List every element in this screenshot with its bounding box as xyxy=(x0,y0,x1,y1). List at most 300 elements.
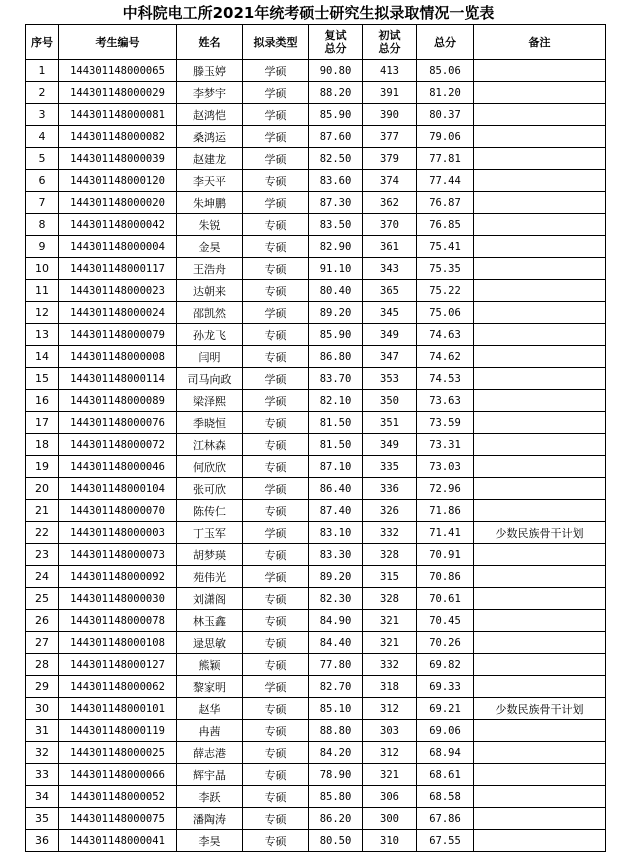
cell-initial-score: 315 xyxy=(363,566,417,588)
cell-type: 学硕 xyxy=(243,478,309,500)
cell-name: 赵华 xyxy=(177,698,243,720)
table-row xyxy=(26,808,606,830)
table-row xyxy=(26,830,606,852)
cell-initial-score: 361 xyxy=(363,236,417,258)
cell-total: 69.21 xyxy=(417,698,474,720)
cell-note xyxy=(474,566,606,588)
cell-total: 71.41 xyxy=(417,522,474,544)
cell-retest-score: 81.50 xyxy=(309,412,363,434)
cell-total: 73.03 xyxy=(417,456,474,478)
cell-exam-id: 144301148000052 xyxy=(59,786,177,808)
header-initial-line1: 初试 xyxy=(378,29,401,42)
cell-type: 学硕 xyxy=(243,104,309,126)
cell-exam-id: 144301148000003 xyxy=(59,522,177,544)
cell-exam-id: 144301148000119 xyxy=(59,720,177,742)
cell-initial-score: 321 xyxy=(363,764,417,786)
cell-initial-score: 374 xyxy=(363,170,417,192)
cell-exam-id: 144301148000041 xyxy=(59,830,177,852)
cell-total: 79.06 xyxy=(417,126,474,148)
table-row xyxy=(26,500,606,522)
cell-initial-score: 345 xyxy=(363,302,417,324)
cell-initial-score: 300 xyxy=(363,808,417,830)
cell-name: 李天平 xyxy=(177,170,243,192)
cell-exam-id: 144301148000082 xyxy=(59,126,177,148)
cell-index: 30 xyxy=(26,698,59,720)
cell-exam-id: 144301148000076 xyxy=(59,412,177,434)
table-row xyxy=(26,368,606,390)
cell-type: 学硕 xyxy=(243,148,309,170)
cell-index: 36 xyxy=(26,830,59,852)
cell-name: 金昊 xyxy=(177,236,243,258)
cell-retest-score: 83.70 xyxy=(309,368,363,390)
cell-initial-score: 370 xyxy=(363,214,417,236)
cell-note xyxy=(474,764,606,786)
cell-name: 辉宇晶 xyxy=(177,764,243,786)
cell-name: 季晓恒 xyxy=(177,412,243,434)
cell-total: 69.06 xyxy=(417,720,474,742)
table-row xyxy=(26,698,606,720)
cell-type: 专硕 xyxy=(243,258,309,280)
cell-type: 学硕 xyxy=(243,566,309,588)
cell-initial-score: 343 xyxy=(363,258,417,280)
cell-total: 70.45 xyxy=(417,610,474,632)
cell-initial-score: 321 xyxy=(363,610,417,632)
cell-name: 赵建龙 xyxy=(177,148,243,170)
cell-exam-id: 144301148000042 xyxy=(59,214,177,236)
cell-total: 70.86 xyxy=(417,566,474,588)
cell-exam-id: 144301148000072 xyxy=(59,434,177,456)
cell-retest-score: 85.90 xyxy=(309,324,363,346)
cell-initial-score: 328 xyxy=(363,544,417,566)
table-row xyxy=(26,280,606,302)
cell-name: 滕玉婷 xyxy=(177,60,243,82)
cell-name: 黎家明 xyxy=(177,676,243,698)
cell-retest-score: 91.10 xyxy=(309,258,363,280)
cell-type: 学硕 xyxy=(243,192,309,214)
cell-index: 1 xyxy=(26,60,59,82)
cell-type: 专硕 xyxy=(243,610,309,632)
page-title: 中科院电工所2021年统考硕士研究生拟录取情况一览表 xyxy=(122,4,495,22)
cell-retest-score: 85.80 xyxy=(309,786,363,808)
cell-index: 20 xyxy=(26,478,59,500)
table-row xyxy=(26,676,606,698)
cell-exam-id: 144301148000089 xyxy=(59,390,177,412)
table-header-row xyxy=(26,25,606,60)
table-row xyxy=(26,764,606,786)
cell-initial-score: 365 xyxy=(363,280,417,302)
cell-initial-score: 349 xyxy=(363,324,417,346)
cell-type: 学硕 xyxy=(243,390,309,412)
cell-retest-score: 89.20 xyxy=(309,302,363,324)
cell-type: 专硕 xyxy=(243,698,309,720)
cell-type: 专硕 xyxy=(243,764,309,786)
cell-index: 26 xyxy=(26,610,59,632)
cell-index: 3 xyxy=(26,104,59,126)
cell-initial-score: 335 xyxy=(363,456,417,478)
cell-note xyxy=(474,456,606,478)
cell-name: 冉茜 xyxy=(177,720,243,742)
cell-index: 29 xyxy=(26,676,59,698)
cell-index: 25 xyxy=(26,588,59,610)
cell-initial-score: 332 xyxy=(363,522,417,544)
header-retest-line1: 复试 xyxy=(324,29,347,42)
cell-exam-id: 144301148000025 xyxy=(59,742,177,764)
table-row xyxy=(26,632,606,654)
cell-index: 27 xyxy=(26,632,59,654)
table-row xyxy=(26,214,606,236)
cell-type: 学硕 xyxy=(243,368,309,390)
cell-name: 薛志港 xyxy=(177,742,243,764)
cell-type: 专硕 xyxy=(243,808,309,830)
table-row xyxy=(26,302,606,324)
cell-total: 68.94 xyxy=(417,742,474,764)
cell-index: 12 xyxy=(26,302,59,324)
cell-name: 李梦宇 xyxy=(177,82,243,104)
cell-exam-id: 144301148000066 xyxy=(59,764,177,786)
cell-retest-score: 82.50 xyxy=(309,148,363,170)
cell-type: 专硕 xyxy=(243,654,309,676)
table-row xyxy=(26,588,606,610)
cell-retest-score: 84.40 xyxy=(309,632,363,654)
cell-exam-id: 144301148000062 xyxy=(59,676,177,698)
table-body xyxy=(26,60,606,852)
cell-initial-score: 413 xyxy=(363,60,417,82)
cell-initial-score: 303 xyxy=(363,720,417,742)
cell-name: 朱锐 xyxy=(177,214,243,236)
cell-total: 68.58 xyxy=(417,786,474,808)
cell-initial-score: 347 xyxy=(363,346,417,368)
cell-total: 74.63 xyxy=(417,324,474,346)
table-row xyxy=(26,478,606,500)
cell-type: 专硕 xyxy=(243,742,309,764)
cell-note xyxy=(474,214,606,236)
cell-initial-score: 326 xyxy=(363,500,417,522)
cell-index: 10 xyxy=(26,258,59,280)
cell-retest-score: 87.30 xyxy=(309,192,363,214)
cell-total: 73.59 xyxy=(417,412,474,434)
cell-note xyxy=(474,434,606,456)
cell-index: 15 xyxy=(26,368,59,390)
table-row xyxy=(26,148,606,170)
cell-note xyxy=(474,808,606,830)
cell-name: 刘潇阁 xyxy=(177,588,243,610)
cell-exam-id: 144301148000101 xyxy=(59,698,177,720)
cell-retest-score: 85.10 xyxy=(309,698,363,720)
cell-initial-score: 391 xyxy=(363,82,417,104)
cell-name: 苑伟光 xyxy=(177,566,243,588)
cell-total: 74.53 xyxy=(417,368,474,390)
cell-note xyxy=(474,170,606,192)
table-row xyxy=(26,720,606,742)
cell-retest-score: 80.40 xyxy=(309,280,363,302)
cell-note xyxy=(474,544,606,566)
cell-retest-score: 90.80 xyxy=(309,60,363,82)
header-retest-line2: 总分 xyxy=(324,42,347,55)
cell-note xyxy=(474,500,606,522)
cell-index: 6 xyxy=(26,170,59,192)
cell-index: 7 xyxy=(26,192,59,214)
cell-retest-score: 88.20 xyxy=(309,82,363,104)
cell-retest-score: 89.20 xyxy=(309,566,363,588)
cell-name: 熊颖 xyxy=(177,654,243,676)
cell-note xyxy=(474,60,606,82)
cell-note xyxy=(474,104,606,126)
cell-index: 28 xyxy=(26,654,59,676)
cell-initial-score: 353 xyxy=(363,368,417,390)
cell-total: 67.86 xyxy=(417,808,474,830)
cell-total: 75.35 xyxy=(417,258,474,280)
cell-type: 专硕 xyxy=(243,434,309,456)
cell-type: 专硕 xyxy=(243,236,309,258)
cell-note xyxy=(474,478,606,500)
header-note: 备注 xyxy=(474,25,606,60)
cell-exam-id: 144301148000023 xyxy=(59,280,177,302)
cell-retest-score: 86.80 xyxy=(309,346,363,368)
cell-index: 22 xyxy=(26,522,59,544)
cell-initial-score: 390 xyxy=(363,104,417,126)
cell-retest-score: 84.90 xyxy=(309,610,363,632)
cell-index: 31 xyxy=(26,720,59,742)
cell-type: 专硕 xyxy=(243,324,309,346)
cell-total: 69.82 xyxy=(417,654,474,676)
cell-index: 14 xyxy=(26,346,59,368)
cell-total: 67.55 xyxy=(417,830,474,852)
cell-total: 68.61 xyxy=(417,764,474,786)
table-row xyxy=(26,104,606,126)
cell-index: 13 xyxy=(26,324,59,346)
header-initial-score xyxy=(363,25,417,60)
header-exam-id: 考生编号 xyxy=(59,25,177,60)
cell-index: 4 xyxy=(26,126,59,148)
cell-note: 少数民族骨干计划 xyxy=(474,522,606,544)
cell-retest-score: 85.90 xyxy=(309,104,363,126)
cell-initial-score: 362 xyxy=(363,192,417,214)
cell-retest-score: 88.80 xyxy=(309,720,363,742)
cell-note xyxy=(474,126,606,148)
table-row xyxy=(26,60,606,82)
cell-note xyxy=(474,236,606,258)
cell-name: 张可欣 xyxy=(177,478,243,500)
cell-note xyxy=(474,258,606,280)
cell-retest-score: 82.90 xyxy=(309,236,363,258)
table-row xyxy=(26,192,606,214)
cell-type: 专硕 xyxy=(243,830,309,852)
cell-name: 达朝来 xyxy=(177,280,243,302)
cell-initial-score: 332 xyxy=(363,654,417,676)
cell-total: 70.91 xyxy=(417,544,474,566)
cell-name: 陈传仁 xyxy=(177,500,243,522)
cell-total: 81.20 xyxy=(417,82,474,104)
cell-type: 专硕 xyxy=(243,456,309,478)
cell-retest-score: 87.40 xyxy=(309,500,363,522)
table-row xyxy=(26,654,606,676)
cell-type: 专硕 xyxy=(243,346,309,368)
table-row xyxy=(26,742,606,764)
cell-name: 丁玉军 xyxy=(177,522,243,544)
table-row xyxy=(26,390,606,412)
cell-exam-id: 144301148000073 xyxy=(59,544,177,566)
cell-note: 少数民族骨干计划 xyxy=(474,698,606,720)
cell-initial-score: 312 xyxy=(363,698,417,720)
cell-type: 学硕 xyxy=(243,522,309,544)
cell-exam-id: 144301148000065 xyxy=(59,60,177,82)
cell-index: 19 xyxy=(26,456,59,478)
cell-name: 李昊 xyxy=(177,830,243,852)
cell-name: 邵凯然 xyxy=(177,302,243,324)
cell-retest-score: 77.80 xyxy=(309,654,363,676)
cell-index: 33 xyxy=(26,764,59,786)
cell-total: 76.85 xyxy=(417,214,474,236)
cell-total: 71.86 xyxy=(417,500,474,522)
cell-initial-score: 321 xyxy=(363,632,417,654)
cell-index: 18 xyxy=(26,434,59,456)
cell-index: 23 xyxy=(26,544,59,566)
cell-exam-id: 144301148000029 xyxy=(59,82,177,104)
cell-retest-score: 86.20 xyxy=(309,808,363,830)
cell-type: 专硕 xyxy=(243,214,309,236)
cell-note xyxy=(474,786,606,808)
cell-exam-id: 144301148000008 xyxy=(59,346,177,368)
cell-exam-id: 144301148000078 xyxy=(59,610,177,632)
cell-type: 学硕 xyxy=(243,60,309,82)
cell-total: 76.87 xyxy=(417,192,474,214)
cell-exam-id: 144301148000120 xyxy=(59,170,177,192)
cell-retest-score: 82.30 xyxy=(309,588,363,610)
cell-name: 胡梦瑛 xyxy=(177,544,243,566)
cell-total: 75.06 xyxy=(417,302,474,324)
cell-exam-id: 144301148000114 xyxy=(59,368,177,390)
cell-note xyxy=(474,588,606,610)
cell-exam-id: 144301148000108 xyxy=(59,632,177,654)
cell-name: 孙龙飞 xyxy=(177,324,243,346)
cell-type: 专硕 xyxy=(243,720,309,742)
table-row xyxy=(26,566,606,588)
cell-type: 专硕 xyxy=(243,588,309,610)
cell-retest-score: 78.90 xyxy=(309,764,363,786)
cell-total: 74.62 xyxy=(417,346,474,368)
cell-note xyxy=(474,390,606,412)
cell-exam-id: 144301148000070 xyxy=(59,500,177,522)
cell-total: 77.44 xyxy=(417,170,474,192)
cell-name: 桑鸿运 xyxy=(177,126,243,148)
cell-name: 李跃 xyxy=(177,786,243,808)
cell-initial-score: 312 xyxy=(363,742,417,764)
cell-name: 赵鸿恺 xyxy=(177,104,243,126)
cell-exam-id: 144301148000030 xyxy=(59,588,177,610)
cell-note xyxy=(474,720,606,742)
cell-total: 80.37 xyxy=(417,104,474,126)
cell-index: 2 xyxy=(26,82,59,104)
cell-exam-id: 144301148000046 xyxy=(59,456,177,478)
cell-total: 75.22 xyxy=(417,280,474,302)
admission-table xyxy=(25,24,606,852)
table-row xyxy=(26,258,606,280)
table-row xyxy=(26,236,606,258)
table-row xyxy=(26,346,606,368)
cell-exam-id: 144301148000020 xyxy=(59,192,177,214)
cell-exam-id: 144301148000081 xyxy=(59,104,177,126)
cell-initial-score: 318 xyxy=(363,676,417,698)
cell-retest-score: 86.40 xyxy=(309,478,363,500)
cell-exam-id: 144301148000127 xyxy=(59,654,177,676)
cell-retest-score: 87.10 xyxy=(309,456,363,478)
cell-index: 16 xyxy=(26,390,59,412)
cell-type: 学硕 xyxy=(243,126,309,148)
cell-name: 江林森 xyxy=(177,434,243,456)
cell-total: 77.81 xyxy=(417,148,474,170)
cell-index: 11 xyxy=(26,280,59,302)
cell-retest-score: 82.70 xyxy=(309,676,363,698)
cell-note xyxy=(474,412,606,434)
cell-type: 专硕 xyxy=(243,786,309,808)
cell-index: 32 xyxy=(26,742,59,764)
cell-total: 69.33 xyxy=(417,676,474,698)
cell-index: 17 xyxy=(26,412,59,434)
cell-exam-id: 144301148000004 xyxy=(59,236,177,258)
cell-initial-score: 377 xyxy=(363,126,417,148)
table-row xyxy=(26,522,606,544)
cell-initial-score: 351 xyxy=(363,412,417,434)
cell-index: 5 xyxy=(26,148,59,170)
cell-type: 专硕 xyxy=(243,632,309,654)
cell-note xyxy=(474,148,606,170)
cell-note xyxy=(474,324,606,346)
cell-note xyxy=(474,830,606,852)
cell-note xyxy=(474,82,606,104)
cell-note xyxy=(474,654,606,676)
table-row xyxy=(26,786,606,808)
table-row xyxy=(26,82,606,104)
cell-total: 75.41 xyxy=(417,236,474,258)
cell-index: 34 xyxy=(26,786,59,808)
cell-note xyxy=(474,742,606,764)
cell-exam-id: 144301148000079 xyxy=(59,324,177,346)
header-type: 拟录类型 xyxy=(243,25,309,60)
header-total: 总分 xyxy=(417,25,474,60)
cell-retest-score: 80.50 xyxy=(309,830,363,852)
cell-name: 逯思敏 xyxy=(177,632,243,654)
cell-index: 9 xyxy=(26,236,59,258)
table-row xyxy=(26,544,606,566)
cell-type: 学硕 xyxy=(243,302,309,324)
cell-total: 70.61 xyxy=(417,588,474,610)
table-row xyxy=(26,126,606,148)
cell-name: 王浩舟 xyxy=(177,258,243,280)
cell-retest-score: 83.50 xyxy=(309,214,363,236)
cell-total: 70.26 xyxy=(417,632,474,654)
header-name: 姓名 xyxy=(177,25,243,60)
table-row xyxy=(26,324,606,346)
cell-index: 24 xyxy=(26,566,59,588)
cell-index: 21 xyxy=(26,500,59,522)
cell-retest-score: 83.10 xyxy=(309,522,363,544)
cell-note xyxy=(474,632,606,654)
cell-exam-id: 144301148000092 xyxy=(59,566,177,588)
cell-type: 学硕 xyxy=(243,82,309,104)
cell-name: 何欣欣 xyxy=(177,456,243,478)
cell-type: 专硕 xyxy=(243,170,309,192)
cell-note xyxy=(474,346,606,368)
cell-index: 35 xyxy=(26,808,59,830)
cell-exam-id: 144301148000075 xyxy=(59,808,177,830)
cell-name: 闫明 xyxy=(177,346,243,368)
cell-index: 8 xyxy=(26,214,59,236)
cell-type: 专硕 xyxy=(243,544,309,566)
cell-note xyxy=(474,368,606,390)
cell-retest-score: 82.10 xyxy=(309,390,363,412)
table-row xyxy=(26,434,606,456)
cell-initial-score: 310 xyxy=(363,830,417,852)
